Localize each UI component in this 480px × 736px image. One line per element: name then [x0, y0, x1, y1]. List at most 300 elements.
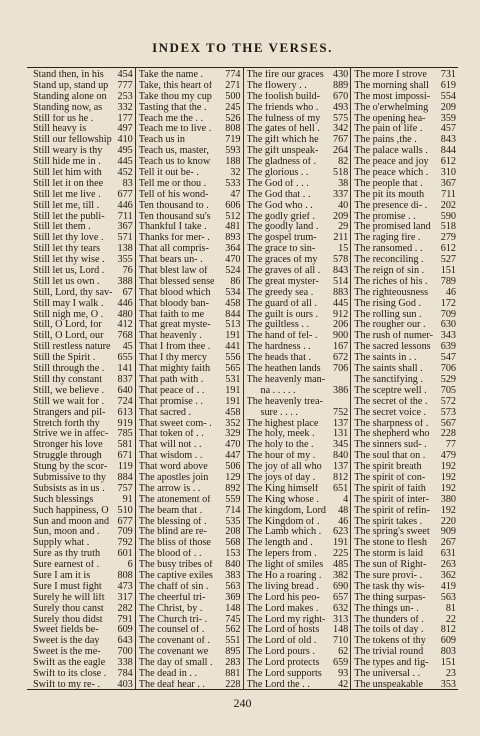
entry-hymn-number: 518	[332, 168, 349, 179]
entry-hymn-number: 573	[440, 407, 456, 418]
entry-first-line: That sacred .	[138, 407, 192, 418]
entry-hymn-number: 518	[440, 222, 456, 233]
entry-first-line: The most impossi-	[354, 91, 431, 102]
entry-hymn-number: 76	[122, 266, 133, 277]
index-entry	[139, 81, 241, 92]
index-entry	[139, 266, 241, 277]
entry-hymn-number: 332	[117, 102, 133, 113]
entry-first-line: Sure I must fight	[33, 581, 102, 592]
entry-hymn-number: 119	[117, 462, 133, 473]
entry-first-line: Still thy constant	[33, 374, 103, 385]
index-entry	[33, 364, 133, 375]
index-entry	[33, 582, 133, 593]
index-entry	[247, 103, 349, 114]
entry-first-line: Still may I walk .	[33, 298, 104, 309]
entry-first-line: Still, we believe .	[33, 385, 105, 396]
entry-hymn-number: 4	[343, 494, 349, 505]
index-entry	[354, 299, 456, 310]
index-entry	[33, 310, 133, 321]
entry-first-line: Struggle through	[33, 451, 102, 462]
entry-hymn-number: 651	[332, 483, 349, 494]
entry-hymn-number: 352	[225, 418, 241, 429]
entry-hymn-number: 791	[117, 614, 133, 625]
entry-first-line: The trivial round	[354, 647, 424, 658]
entry-hymn-number: 403	[117, 679, 133, 689]
entry-hymn-number: 497	[117, 124, 133, 135]
index-entry	[33, 331, 133, 342]
entry-first-line: Still hide me in .	[33, 157, 101, 168]
index-entry	[33, 647, 133, 658]
index-entry	[247, 277, 349, 288]
index-entry	[139, 647, 241, 658]
entry-first-line: Tasting that the .	[138, 102, 207, 113]
entry-first-line: The joy of all who	[246, 462, 322, 473]
entry-first-line: Ten thousand to .	[138, 200, 209, 211]
entry-first-line: The graces of my	[246, 255, 318, 266]
entry-hymn-number: 745	[225, 614, 241, 625]
entry-hymn-number: 554	[440, 91, 456, 102]
index-entry	[247, 669, 349, 680]
entry-hymn-number: 767	[332, 135, 349, 146]
entry-hymn-number: 812	[332, 472, 349, 483]
entry-first-line: The godly grief .	[246, 211, 315, 222]
entry-first-line: The universal . .	[354, 668, 421, 679]
entry-hymn-number: 774	[225, 70, 241, 80]
index-entry	[247, 266, 349, 277]
index-entry	[139, 320, 241, 331]
entry-hymn-number: 639	[440, 342, 456, 353]
entry-hymn-number: 40	[338, 200, 349, 211]
entry-first-line: The Lord makes .	[246, 603, 319, 614]
entry-hymn-number: 359	[440, 113, 456, 124]
entry-hymn-number: 844	[440, 146, 456, 157]
entry-hymn-number: 452	[117, 168, 133, 179]
entry-hymn-number: 892	[225, 483, 241, 494]
entry-first-line: The peace which .	[354, 168, 429, 179]
entry-first-line: The righteousness	[354, 287, 429, 298]
entry-hymn-number: 524	[225, 266, 241, 277]
entry-first-line: Still for us he .	[33, 113, 94, 124]
entry-first-line: The hand of fel- .	[246, 331, 318, 342]
index-entry	[139, 440, 241, 451]
entry-hymn-number: 571	[117, 233, 133, 244]
entry-first-line: That token of . .	[138, 429, 204, 440]
entry-hymn-number: 208	[225, 527, 241, 538]
entry-first-line: Teach us, master,	[138, 146, 209, 157]
index-entry	[33, 615, 133, 626]
entry-hymn-number: 46	[445, 287, 456, 298]
entry-first-line: Take the name .	[138, 70, 204, 80]
index-entry	[33, 517, 133, 528]
entry-first-line: The rougher our .	[354, 320, 426, 331]
index-entry	[139, 201, 241, 212]
entry-hymn-number: 454	[117, 70, 133, 80]
index-entry	[354, 364, 456, 375]
entry-first-line: The gift which he	[246, 135, 319, 146]
entry-first-line: The spirit breath	[354, 462, 422, 473]
entry-first-line: That great myste-	[138, 320, 211, 331]
index-entry	[139, 386, 241, 397]
entry-hymn-number: 263	[440, 560, 456, 571]
entry-hymn-number: 803	[440, 647, 456, 658]
entry-hymn-number: 267	[440, 538, 456, 549]
entry-first-line: The blind are re-	[138, 527, 207, 538]
entry-first-line: The spirit of refin-	[354, 505, 430, 516]
entry-first-line: The sun of Right-	[354, 560, 427, 571]
index-entry	[354, 615, 456, 626]
index-entry	[354, 473, 456, 484]
entry-hymn-number: 706	[440, 364, 456, 375]
entry-first-line: Sure as thy truth	[33, 549, 101, 560]
index-entry	[33, 288, 133, 299]
entry-first-line: The storm is laid	[354, 549, 424, 560]
entry-hymn-number: 677	[117, 189, 133, 200]
index-entry	[247, 582, 349, 593]
entry-hymn-number: 148	[225, 603, 241, 614]
entry-first-line: The morning shall	[354, 80, 429, 91]
index-entry	[247, 495, 349, 506]
entry-first-line: Sweet is the me-	[33, 647, 101, 658]
entry-hymn-number: 808	[117, 570, 133, 581]
index-entry	[139, 527, 241, 538]
entry-hymn-number: 192	[440, 462, 456, 473]
entry-first-line: The holy to the .	[246, 440, 314, 451]
index-entry	[247, 157, 349, 168]
entry-first-line: The Church tri- .	[138, 614, 208, 625]
entry-hymn-number: 512	[225, 211, 241, 222]
index-entry	[33, 604, 133, 615]
entry-hymn-number: 47	[230, 189, 241, 200]
index-entry	[247, 527, 349, 538]
entry-hymn-number: 493	[332, 102, 349, 113]
entry-first-line: Still let us own .	[33, 276, 100, 287]
entry-first-line: The gates of hell .	[246, 124, 320, 135]
entry-first-line: The opening hea-	[354, 113, 426, 124]
entry-hymn-number: 792	[117, 538, 133, 549]
entry-hymn-number: 279	[440, 233, 456, 244]
entry-first-line: Still let it on thee	[33, 178, 104, 189]
index-entry	[354, 233, 456, 244]
entry-hymn-number: 6	[127, 560, 133, 571]
index-entry	[139, 103, 241, 114]
index-entry	[354, 604, 456, 615]
index-entry	[33, 103, 133, 114]
entry-first-line: The Lord of old .	[246, 636, 317, 647]
index-entry	[354, 342, 456, 353]
entry-hymn-number: 253	[117, 91, 133, 102]
entry-hymn-number: 590	[440, 211, 456, 222]
entry-first-line: Ten thousand su's	[138, 211, 211, 222]
entry-hymn-number: 446	[117, 200, 133, 211]
entry-hymn-number: 192	[440, 483, 456, 494]
entry-hymn-number: 188	[225, 157, 241, 168]
entry-hymn-number: 353	[440, 679, 456, 689]
entry-hymn-number: 67	[122, 287, 133, 298]
entry-hymn-number: 364	[225, 244, 241, 255]
entry-hymn-number: 784	[117, 668, 133, 679]
entry-hymn-number: 141	[117, 364, 133, 375]
entry-first-line: The light of smiles	[246, 560, 324, 571]
entry-hymn-number: 568	[225, 538, 241, 549]
entry-first-line: The things un- .	[354, 603, 419, 614]
index-entry	[247, 538, 349, 549]
index-entry	[139, 625, 241, 636]
entry-first-line: The spirit of con-	[354, 472, 426, 483]
index-entry	[139, 473, 241, 484]
entry-first-line: The arrow is . .	[138, 483, 201, 494]
entry-hymn-number: 48	[338, 505, 349, 516]
index-entry	[33, 124, 133, 135]
index-entry	[354, 92, 456, 103]
entry-first-line: Still weary is thy	[33, 146, 103, 157]
entry-hymn-number: 757	[117, 483, 133, 494]
entry-hymn-number: 711	[441, 189, 456, 200]
entry-first-line: The holy, meek .	[246, 429, 315, 440]
index-entry	[139, 288, 241, 299]
entry-first-line: The King himself	[246, 483, 319, 494]
entry-hymn-number: 386	[332, 385, 349, 396]
entry-hymn-number: 191	[225, 331, 241, 342]
index-entry	[354, 222, 456, 233]
index-entry	[139, 484, 241, 495]
index-entry	[33, 386, 133, 397]
index-entry	[354, 408, 456, 419]
entry-hymn-number: 556	[225, 353, 241, 364]
entry-hymn-number: 447	[225, 451, 241, 462]
entry-hymn-number: 578	[332, 255, 349, 266]
index-entry	[247, 179, 349, 190]
entry-hymn-number: 808	[225, 124, 241, 135]
entry-hymn-number: 562	[225, 625, 241, 636]
entry-first-line: The reconciling .	[354, 255, 424, 266]
entry-hymn-number: 612	[440, 244, 456, 255]
entry-first-line: The cheerful tri-	[138, 592, 206, 603]
entry-hymn-number: 843	[332, 266, 349, 277]
entry-first-line: The raging fire .	[354, 233, 421, 244]
index-entry	[247, 310, 349, 321]
entry-hymn-number: 640	[117, 385, 133, 396]
entry-hymn-number: 919	[117, 418, 133, 429]
index-entry	[247, 517, 349, 528]
entry-first-line: That heavenly .	[138, 331, 202, 342]
entry-hymn-number: 709	[440, 309, 456, 320]
entry-first-line: The riches of his .	[354, 276, 428, 287]
index-entry	[139, 70, 241, 81]
entry-hymn-number: 883	[332, 287, 349, 298]
entry-first-line: The flowery . .	[246, 80, 307, 91]
index-entry	[33, 538, 133, 549]
index-entry	[354, 386, 456, 397]
index-entry	[33, 190, 133, 201]
index-entry	[354, 625, 456, 636]
entry-first-line: That word above	[138, 462, 208, 473]
entry-hymn-number: 623	[332, 527, 349, 538]
entry-first-line: The thunders of .	[354, 614, 424, 625]
entry-first-line: Teach us in	[138, 135, 185, 146]
entry-first-line: The hardness . .	[246, 342, 311, 353]
entry-first-line: The types and fig-	[354, 658, 429, 669]
index-entry	[139, 506, 241, 517]
entry-hymn-number: 768	[117, 331, 133, 342]
index-entry	[139, 146, 241, 157]
index-entry	[33, 375, 133, 386]
index-entry	[139, 375, 241, 386]
entry-hymn-number: 659	[332, 658, 349, 669]
entry-first-line: The guilt is ours .	[246, 309, 319, 320]
index-entry	[354, 419, 456, 430]
entry-hymn-number: 609	[117, 625, 133, 636]
entry-first-line: The sinners sud- .	[354, 440, 427, 451]
entry-first-line: Still we wait for .	[33, 396, 105, 407]
index-entry	[33, 353, 133, 364]
entry-hymn-number: 563	[225, 581, 241, 592]
entry-first-line: The reign of sin .	[354, 266, 425, 277]
index-entry	[139, 462, 241, 473]
entry-first-line: Thanks for mer- .	[138, 233, 210, 244]
entry-hymn-number: 343	[440, 331, 456, 342]
entry-hymn-number: 15	[338, 244, 349, 255]
entry-hymn-number: 83	[122, 178, 133, 189]
index-entry	[139, 342, 241, 353]
index-column-1	[27, 68, 135, 689]
entry-hymn-number: 630	[440, 320, 456, 331]
entry-hymn-number: 86	[230, 276, 241, 287]
entry-hymn-number: 593	[225, 146, 241, 157]
entry-hymn-number: 380	[440, 494, 456, 505]
entry-first-line: Stronger his love	[33, 440, 103, 451]
index-entry	[33, 593, 133, 604]
index-entry	[33, 527, 133, 538]
entry-first-line: Such happiness, O	[33, 505, 109, 516]
index-entry	[247, 364, 349, 375]
index-entry	[139, 636, 241, 647]
entry-first-line: That I thy mercy	[138, 353, 207, 364]
entry-first-line: That promise . .	[138, 396, 203, 407]
entry-hymn-number: 812	[440, 625, 456, 636]
index-entry	[33, 440, 133, 451]
index-entry	[139, 277, 241, 288]
entry-hymn-number: 211	[333, 233, 349, 244]
entry-first-line: Still, Lord, thy sav-	[33, 287, 113, 298]
index-entry	[33, 157, 133, 168]
entry-hymn-number: 137	[332, 462, 349, 473]
entry-first-line: Sure earnest of .	[33, 560, 100, 571]
index-entry	[139, 179, 241, 190]
entry-first-line: That will not . .	[138, 440, 202, 451]
entry-first-line: The ransomed . .	[354, 244, 423, 255]
index-entry	[139, 331, 241, 342]
entry-hymn-number: 191	[225, 385, 241, 396]
entry-first-line: Thankful I take .	[138, 222, 207, 233]
index-entry	[33, 277, 133, 288]
index-entry	[247, 386, 349, 397]
entry-hymn-number: 412	[117, 320, 133, 331]
entry-hymn-number: 551	[225, 636, 241, 647]
entry-hymn-number: 481	[225, 222, 241, 233]
entry-first-line: Stretch forth thy	[33, 418, 100, 429]
entry-hymn-number: 547	[440, 353, 456, 364]
entry-first-line: The rolling sun .	[354, 309, 422, 320]
index-entry	[139, 451, 241, 462]
index-entry	[33, 419, 133, 430]
entry-first-line: The thing surpas-	[354, 592, 426, 603]
entry-hymn-number: 893	[225, 233, 241, 244]
index-entry	[33, 506, 133, 517]
index-entry	[33, 255, 133, 266]
entry-hymn-number: 789	[440, 276, 456, 287]
entry-hymn-number: 844	[225, 309, 241, 320]
entry-first-line: The Ho a roaring .	[246, 570, 322, 581]
entry-first-line: The God that . .	[246, 189, 311, 200]
entry-hymn-number: 367	[440, 178, 456, 189]
entry-first-line: Still let me, till .	[33, 200, 100, 211]
index-entry	[139, 190, 241, 201]
index-entry	[139, 364, 241, 375]
entry-first-line: Still let thy wise .	[33, 255, 105, 266]
entry-hymn-number: 700	[117, 647, 133, 658]
index-entry	[139, 593, 241, 604]
entry-hymn-number: 470	[225, 255, 241, 266]
entry-first-line: The goodly land .	[246, 222, 319, 233]
entry-hymn-number: 480	[117, 309, 133, 320]
entry-first-line: Sweet fields be-	[33, 625, 99, 636]
index-entry	[139, 538, 241, 549]
entry-hymn-number: 367	[117, 222, 133, 233]
entry-first-line: The Lord of hosts	[246, 625, 320, 636]
entry-hymn-number: 228	[225, 679, 241, 689]
entry-first-line: Still nigh me, O .	[33, 309, 104, 320]
index-entry	[354, 70, 456, 81]
entry-first-line: Still let him with	[33, 168, 102, 179]
entry-hymn-number: 355	[117, 255, 133, 266]
entry-hymn-number: 369	[225, 592, 241, 603]
index-entry	[33, 266, 133, 277]
index-entry	[354, 114, 456, 125]
index-entry	[33, 299, 133, 310]
entry-hymn-number: 137	[332, 418, 349, 429]
entry-hymn-number: 643	[117, 636, 133, 647]
index-entry	[247, 429, 349, 440]
entry-hymn-number: 82	[338, 157, 349, 168]
entry-first-line: The highest place	[246, 418, 319, 429]
entry-first-line: The spirit of inter-	[354, 494, 430, 505]
entry-hymn-number: 840	[225, 560, 241, 571]
index-entry	[33, 179, 133, 190]
entry-first-line: The rush of numer-	[354, 331, 433, 342]
entry-first-line: That sweet com- .	[138, 418, 212, 429]
entry-first-line: The dead in . .	[138, 668, 198, 679]
index-entry	[354, 288, 456, 299]
entry-hymn-number: 313	[332, 614, 349, 625]
index-entry	[354, 495, 456, 506]
entry-first-line: That blood which	[138, 287, 211, 298]
entry-hymn-number: 510	[117, 505, 133, 516]
index-entry	[33, 320, 133, 331]
entry-hymn-number: 445	[117, 157, 133, 168]
index-entry	[247, 299, 349, 310]
entry-hymn-number: 909	[440, 527, 456, 538]
entry-first-line: Such blessings	[33, 494, 94, 505]
entry-first-line: The pain of life .	[354, 124, 423, 135]
entry-hymn-number: 514	[332, 276, 349, 287]
entry-first-line: The gift unspeak-	[246, 146, 319, 157]
entry-first-line: The saints shall .	[354, 364, 423, 375]
index-entry	[33, 408, 133, 419]
entry-first-line: Tell me or thou .	[138, 178, 207, 189]
entry-first-line: The guiltless . .	[246, 320, 310, 331]
entry-hymn-number: 317	[117, 592, 133, 603]
index-entry	[247, 549, 349, 560]
